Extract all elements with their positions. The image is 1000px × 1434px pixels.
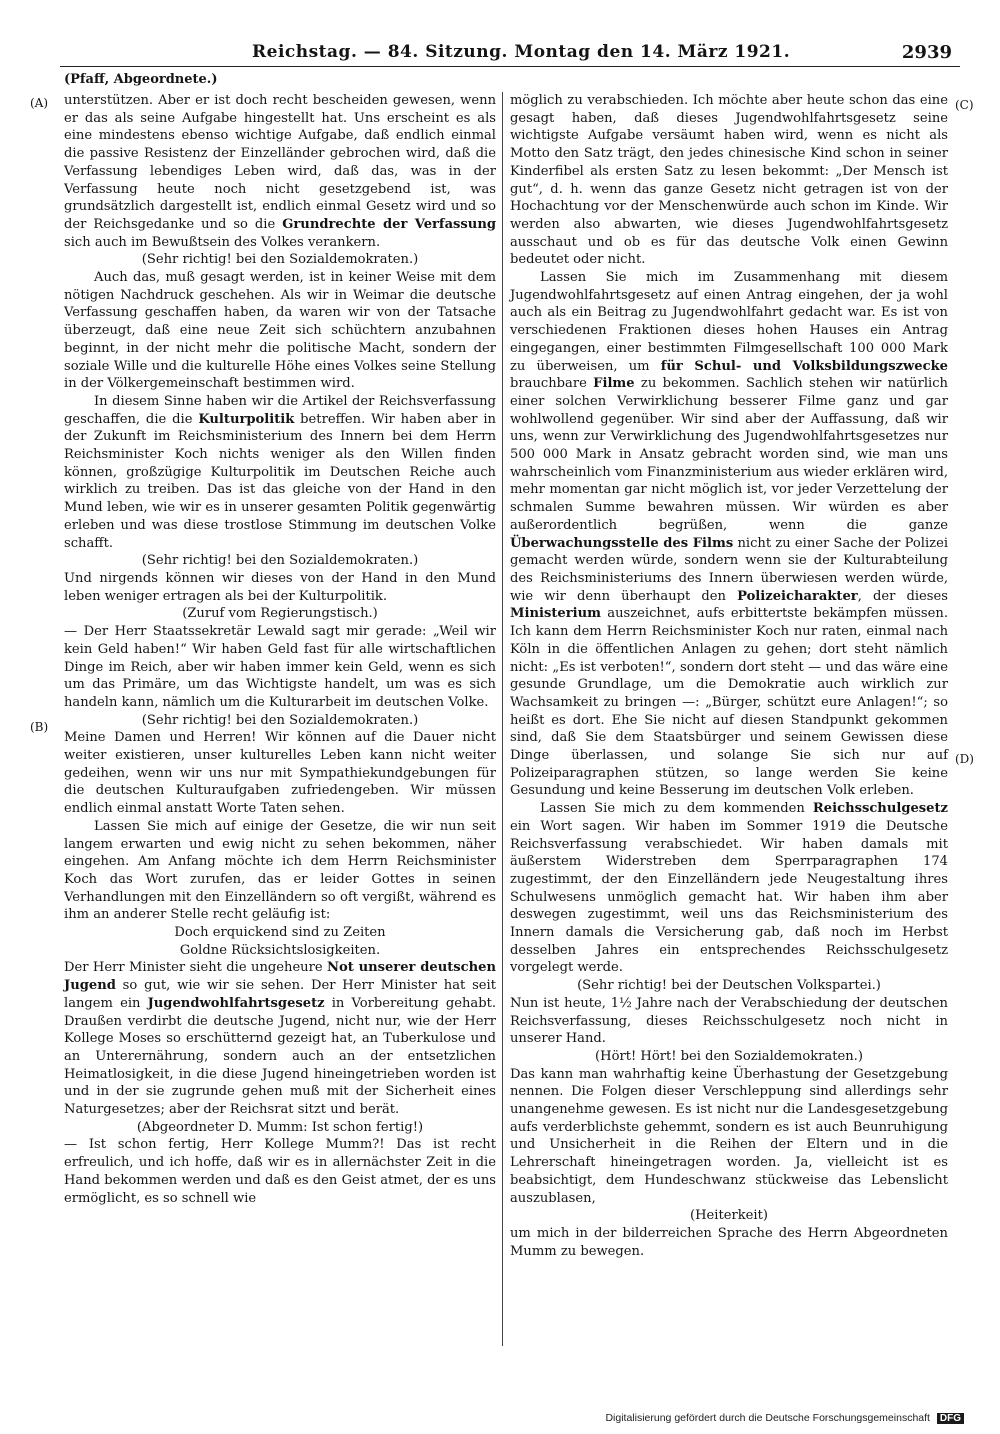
paragraph: — Ist schon fertig, Herr Kollege Mumm?! Das ist recht erfreulich, und ich hoffe, daß wir es in allernächster Zeit in die Hand bekommen werden und daß es den Geist atmet, der es uns ermöglicht, es so schnell wie [64, 1137, 496, 1206]
column-divider [502, 92, 503, 1346]
interjection: (Zuruf vom Regierungstisch.) [182, 606, 378, 622]
interjection: (Abgeordneter D. Mumm: Ist schon fertig!) [136, 1119, 424, 1135]
page-number: 2939 [901, 42, 952, 63]
margin-marker-d: (D) [955, 752, 974, 766]
interjection: (Hört! Hört! bei den Sozialdemokraten.) [595, 1048, 863, 1064]
footer-text: Digitalisierung gefördert durch die Deutsche Forschungsgemeinschaft [605, 1412, 930, 1424]
interjection: (Heiterkeit) [690, 1208, 768, 1224]
paragraph: In diesem Sinne haben wir die Artikel der Reichsverfassung geschaffen, die die Kulturpolitik betreffen. Wir haben aber in der Zukunft im Reichsministerium des Innern bei dem Herrn Reichsminister Koch nichts weniger als den Willen finden können, großzügige Kulturpolitik im Deutschen Reiche auch wirklich zu treiben. Das ist das gleiche von der Hand in den Mund leben, wie wir es in unserer gesamten Politik gegenwärtig erleben und was diese trostlose Stimmung im deutschen Volke schafft. [64, 393, 496, 551]
interjection: (Sehr richtig! bei den Sozialdemokraten.) [141, 553, 419, 569]
verse-line: Goldne Rücksichtslosigkeiten. [179, 942, 381, 958]
margin-marker-b: (B) [30, 720, 49, 734]
margin-marker-c: (C) [955, 98, 974, 112]
paragraph: — Der Herr Staatssekretär Lewald sagt mir gerade: „Weil wir kein Geld haben!“ Wir haben Geld fast für alle wirtschaftlichen Dinge im Reich, aber wir haben immer kein Geld, wenn es sich um das Primäre, um das Wichtigste handelt, um was es sich handeln kann, nämlich um die Kulturarbeit im deutschen Volke. [64, 624, 496, 710]
paragraph: Der Herr Minister sieht die ungeheure Not unserer deutschen Jugend so gut, wie wir sie sehen. Der Herr Minister hat seit langem ein Jugendwohlfahrtsgesetz in Vorbereitung gehabt. Draußen verdirbt die deutsche Jugend, nicht nur, wie der Herr Kollege Moses so erschütternd gezeigt hat, an Tuberkulose und an Unterernährung, sondern auch an der entsetzlichen Heimatlosigkeit, in die diese Jugend hineingetrieben worden ist und in der sie zugrunde gehen muß mit der Sicherheit eines Naturgesetzes; aber der Reichsrat sitzt und berät. [64, 960, 497, 1118]
paragraph: um mich in der bilderreichen Sprache des Herrn Abgeordneten Mumm zu bewegen. [510, 1226, 948, 1259]
verse-line: Doch erquickend sind zu Zeiten [174, 925, 386, 941]
page-header [60, 40, 960, 67]
paragraph: Lassen Sie mich im Zusammenhang mit diesem Jugendwohlfahrtsgesetz auf einen Antrag eingehen, der ja wohl auch als ein Beitrag zu Jugendwohlfahrt gedacht war. Es ist von verschiedenen Fraktionen dieses hohen Hauses ein Antrag eingegangen, einer bestimmten Filmgesellschaft 100 000 Mark zu überweisen, um für Schul- und Volksbildungszwecke brauchbare Filme zu bekommen. Sachlich stehen wir natürlich einer solchen Verwirklichung besserer Filme ganz und gar wohlwollend gegenüber. Wir sind aber der Auffassung, daß wir uns, wenn zur Verwirklichung des Jugendwohlfahrtsgesetzes nur 500 000 Mark in Ansatz gebracht worden sind, wie man uns wahrscheinlich vom Finanzministerium aus wieder erklären wird, mehr momentan gar nicht möglich ist, vor jeder Verzettelung der schmalen Summe bewahren müssen. Wir würden es aber außerordentlich begrüßen, wenn die ganze Überwachungsstelle des Films nicht zu einer Sache der Polizei gemacht werden würde, sondern wenn sie der Kulturabteilung des Reichsministeriums des Innern überwiesen werden würde, wie wir denn überhaupt den Polizeicharakter, der dieses Ministerium auszeichnet, aufs erbittertste bekämpfen müssen. Ich kann dem Herrn Reichsminister Koch nur raten, einmal nach Köln in die öffentlichen Anlagen zu gehen; dort steht nämlich nicht: „Es ist verboten!“, sondern dort steht — und das wäre eine gesunde Grundlage, um die Demokratie auch wirklich zur Wachsamkeit zu bringen —: „Bürger, schützt eure Anlagen!“; so heißt es dort. Ehe Sie nicht auf diesen Standpunkt gekommen sind, daß Sie dem Staatsbürger und seinem Gewissen diese Dinge überlassen, und solange Sie sich nur auf Polizeiparagraphen stützen, so lange werden Sie keine Gesundung und keine Besserung im deutschen Volk erleben. [510, 270, 949, 799]
paragraph: Und nirgends können wir dieses von der Hand in den Mund leben weniger ertragen als bei der Kulturpolitik. [64, 570, 496, 604]
left-column [64, 92, 496, 1207]
paragraph: Meine Damen und Herren! Wir können auf die Dauer nicht weiter existieren, unser kulturelles Leben kann nicht weiter gedeihen, wenn wir uns nur mit Sympathiekundgebungen für die deutschen Kulturaufgaben zufriedengeben. Wir müssen endlich einmal anstatt Worte Taten sehen. [64, 730, 496, 817]
interjection: (Sehr richtig! bei der Deutschen Volkspartei.) [577, 978, 881, 994]
paragraph: Das kann man wahrhaftig keine Überhastung der Gesetzgebung nennen. Die Folgen dieser Verschleppung sind allerdings sehr unangenehme gewesen. Es ist nicht nur die Landesgesetzgebung aufs verderblichste gehemmt, sondern es ist auch Beunruhigung und Unsicherheit in die Reihen der Eltern und in die Lehrerschaft hineingetragen worden. Ja, vielleicht ist es beabsichtigt, dem Hundeschwanz stückweise das Lebenslicht auszublasen, [510, 1066, 948, 1206]
paragraph: Lassen Sie mich zu dem kommenden Reichsschulgesetz ein Wort sagen. Wir haben im Sommer 1919 die Deutsche Reichsverfassung verabschiedet. Wir haben damals mit äußerstem Widerstreben dem Sperrparagraphen 174 zugestimmt, der den Einzelländern jede Neugestaltung ihres Schulwesens unmöglich gemacht hat. Wir haben ihm aber deswegen zugestimmt, weil uns das Reichsministerium des Innern damals die Versicherung gab, daß noch im Herbst desselben Jahres ein entsprechendes Reichsschulgesetz vorgelegt werde. [510, 801, 948, 976]
paragraph: möglich zu verabschieden. Ich möchte aber heute schon das eine gesagt haben, daß dieses Jugendwohlfahrtsgesetz seine wichtigste Aufgabe versäumt haben wird, wenn es nicht als Motto den Satz trägt, den jedes chinesische Kind schon in seiner Kinderfibel als ersten Satz zu lesen bekommt: „Der Mensch ist gut“, d. h. wenn das ganze Gesetz nicht getragen ist von der Hochachtung vor der Menschenwürde auch schon im Kinde. Wir werden also abwarten, wie dieses Jugendwohlfahrtsgesetz ausschaut und ob es für das deutsche Volk einen Gewinn bedeutet oder nicht. [510, 93, 948, 268]
right-column [510, 92, 948, 1260]
margin-marker-a: (A) [30, 96, 49, 110]
speaker-label: (Pfaff, Abgeordnete.) [64, 72, 218, 87]
paragraph: Nun ist heute, 1½ Jahre nach der Verabschiedung der deutschen Reichsverfassung, dieses Reichsschulgesetz noch nicht in unserer Hand. [510, 995, 948, 1047]
paragraph: Auch das, muß gesagt werden, ist in keiner Weise mit dem nötigen Nachdruck geschehen. Als wir in Weimar die deutsche Verfassung geschaffen haben, da waren wir von der Tatsache überzeugt, daß eine neue Zeit sich schüchtern anzubahnen beginnt, in der nicht mehr die politische Macht, sondern der soziale Wille und die kulturelle Höhe eines Volkes seine Stellung in der Völkergemeinschaft bestimmen wird. [64, 270, 496, 392]
interjection: (Sehr richtig! bei den Sozialdemokraten.) [141, 252, 419, 268]
running-title: Reichstag. — 84. Sitzung. Montag den 14. März 1921. [252, 42, 791, 62]
paragraph: Lassen Sie mich auf einige der Gesetze, die wir nun seit langem erwarten und ewig nicht zu sehen bekommen, näher eingehen. Am Anfang möchte ich dem Herrn Reichsminister Koch das Wort zurufen, das er leider Gottes in seinen Verhandlungen mit den Einzelländern so oft vergißt, während es ihm an anderer Stelle recht geläufig ist: [64, 818, 496, 923]
paragraph: unterstützen. Aber er ist doch recht bescheiden gewesen, wenn er das als seine Aufgabe hingestellt hat. Uns erscheint es als eine mindestens ebenso wichtige Aufgabe, daß endlich einmal die passive Resistenz der Einzelländer gebrochen wird, daß die Verfassung lebendiges Leben wird, daß das, was in der Verfassung heute noch nicht gesetzgebend ist, was grundsätzlich dargestellt ist, endlich einmal Gesetz wird und so der Reichsgedanke und so die Grundrechte der Verfassung sich auch im Bewußtsein des Volkes verankern. [64, 93, 496, 250]
interjection: (Sehr richtig! bei den Sozialdemokraten.) [141, 712, 419, 728]
dfg-logo: DFG [937, 1413, 964, 1424]
footer-credit [605, 1412, 964, 1424]
